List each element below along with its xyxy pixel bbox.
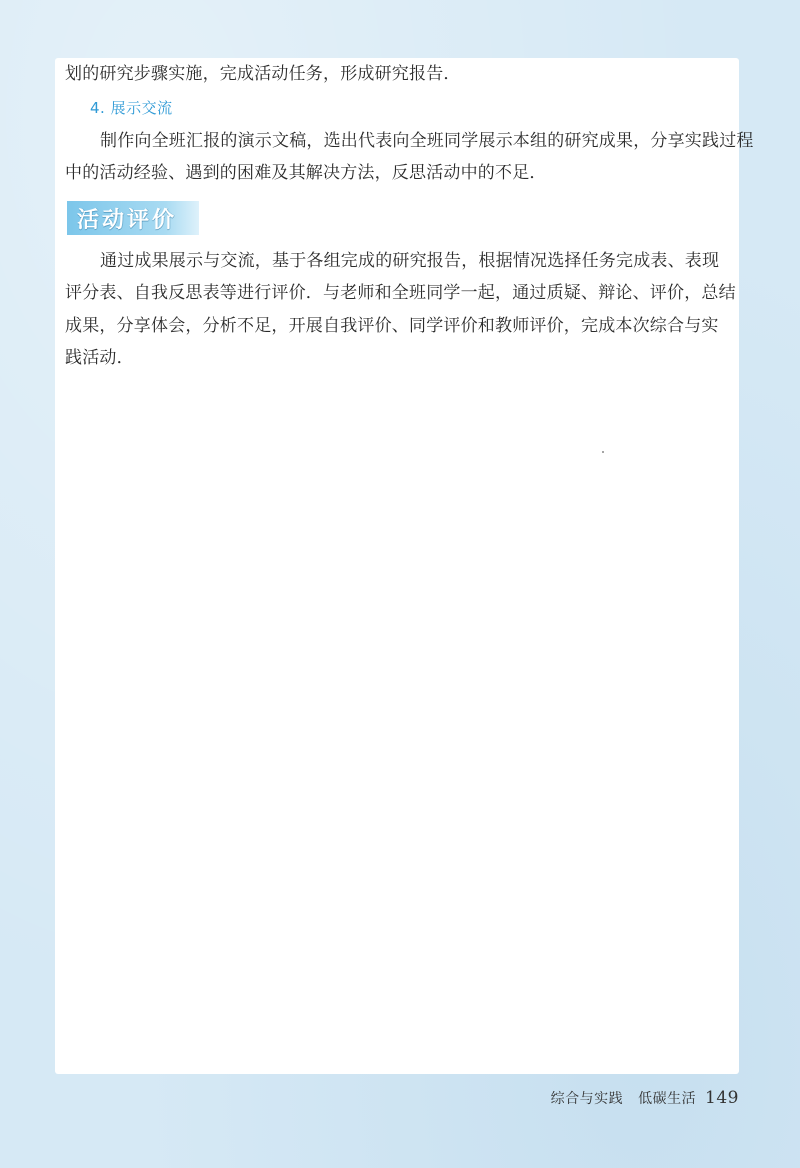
evaluation-section-banner xyxy=(67,201,199,235)
intro-line: 划的研究步骤实施，完成活动任务，形成研究报告． xyxy=(65,64,461,84)
page-number: 149 xyxy=(705,1088,739,1108)
evaluation-paragraph-line-3: 成果，分享体会，分析不足，开展自我评价、同学评价和教师评价，完成本次综合与实 xyxy=(65,316,719,336)
evaluation-paragraph-line-2: 评分表、自我反思表等进行评价．与老师和全班同学一起，通过质疑、辩论、评价，总结 xyxy=(65,283,736,303)
footer-topic: 低碳生活 xyxy=(638,1091,697,1107)
footer-subject: 综合与实践 xyxy=(550,1091,624,1107)
page-footer xyxy=(55,1088,739,1108)
print-speck xyxy=(602,451,604,453)
step4-paragraph-line-1: 制作向全班汇报的演示文稿，选出代表向全班同学展示本组的研究成果，分享实践过程 xyxy=(100,131,754,151)
evaluation-section-title: 活动评价 xyxy=(77,207,178,233)
evaluation-paragraph-line-1: 通过成果展示与交流，基于各组完成的研究报告，根据情况选择任务完成表、表现 xyxy=(100,251,720,271)
evaluation-paragraph-line-4: 践活动． xyxy=(65,348,134,368)
step4-paragraph-line-2: 中的活动经验、遇到的困难及其解决方法，反思活动中的不足． xyxy=(65,163,547,183)
step4-heading: 4. 展示交流 xyxy=(90,99,173,117)
